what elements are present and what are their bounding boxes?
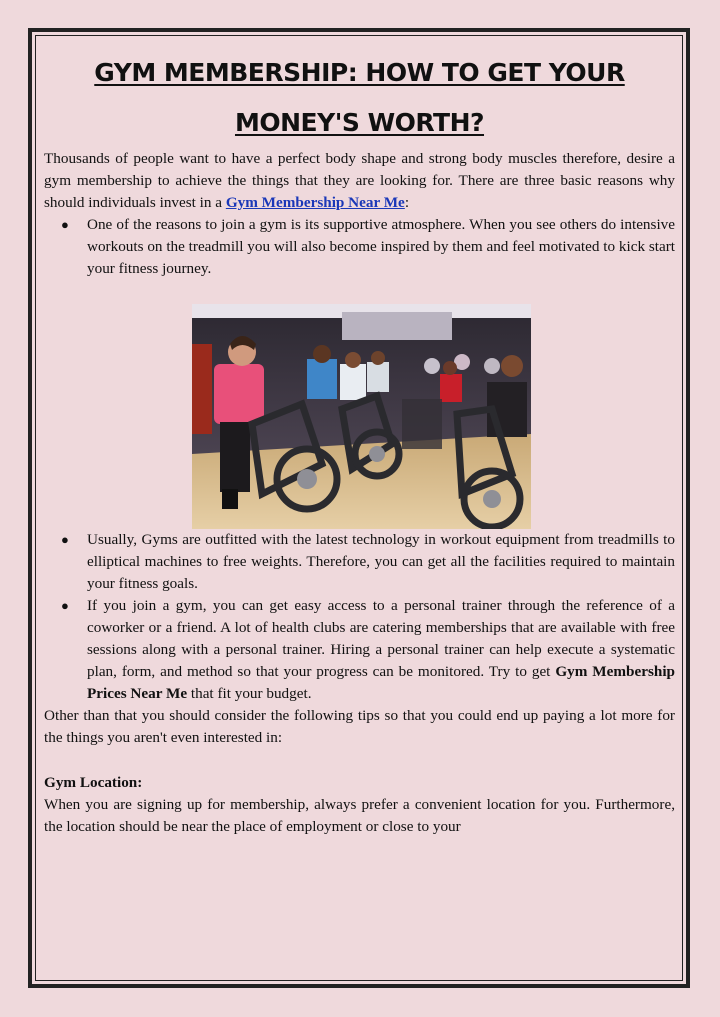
intro-paragraph — [44, 148, 675, 214]
bold-keyword: Gym Membership Prices Near Me — [87, 663, 675, 702]
bullet-text: If you join a gym, you can get easy access to a personal trainer through the reference of a coworker or a friend. A lot of health clubs are catering memberships that are available with free sessions along with a personal trainer. Hiring a personal trainer can help execute a systematic plan, form, and method so that your progress can be monitored. Try to get — [87, 597, 675, 680]
bullet-list-3 — [44, 595, 675, 705]
list-item — [44, 595, 675, 705]
bullet-tail: that fit your budget. — [187, 685, 312, 702]
section-heading-gym-location: Gym Location: — [44, 774, 143, 791]
bullet-list-1 — [44, 214, 675, 280]
intro-tail: : — [404, 194, 410, 211]
tips-intro-paragraph: Other than that you should consider the following tips so that you could end up paying a lot more for the things you aren't even interested in: — [44, 707, 675, 746]
page-title: GYM MEMBERSHIP: HOW TO GET YOUR MONEY'S WORTH? — [94, 58, 625, 137]
document-body — [44, 48, 675, 838]
bullet-text: One of the reasons to join a gym is its supportive atmosphere. When you see others do intensive workouts on the treadmill you will also become inspired by them and feel motivated to kick start your fitness journey. — [87, 216, 675, 277]
gym-spin-class-photo — [192, 304, 531, 529]
gym-membership-link[interactable]: Gym Membership Near Me — [225, 194, 405, 211]
gym-location-paragraph: When you are signing up for membership, always prefer a convenient location for you. Furthermore, the location should be near the place of employment or close to your — [44, 796, 675, 835]
list-item — [44, 529, 675, 595]
bullet-icon: ● — [61, 217, 69, 232]
bullet-icon: ● — [61, 598, 69, 613]
bullet-list-2 — [44, 529, 675, 595]
bullet-text: Usually, Gyms are outfitted with the latest technology in workout equipment from treadmills to elliptical machines to free weights. Therefore, you can get all the facilities required to maintain your fitness goals. — [87, 531, 675, 592]
bullet-icon: ● — [61, 532, 69, 547]
intro-text: Thousands of people want to have a perfect body shape and strong body muscles therefore, desire a gym membership to achieve the things that they are looking for. There are three basic reasons why should individuals invest in a — [44, 150, 675, 211]
list-item — [44, 214, 675, 280]
